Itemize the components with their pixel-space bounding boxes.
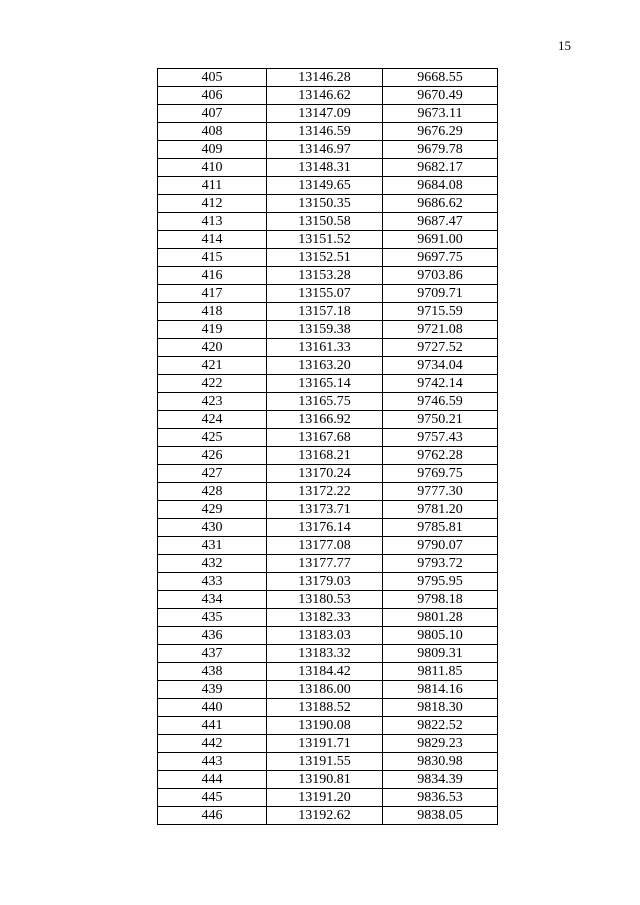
index-cell: 434 — [158, 591, 267, 609]
y-value-cell: 9670.49 — [383, 87, 498, 105]
table-row — [158, 771, 498, 789]
x-value-cell: 13150.58 — [267, 213, 383, 231]
y-value-cell: 9697.75 — [383, 249, 498, 267]
table-row — [158, 591, 498, 609]
table-row — [158, 339, 498, 357]
index-cell: 439 — [158, 681, 267, 699]
index-cell: 421 — [158, 357, 267, 375]
index-cell: 433 — [158, 573, 267, 591]
x-value-cell: 13190.81 — [267, 771, 383, 789]
y-value-cell: 9715.59 — [383, 303, 498, 321]
y-value-cell: 9790.07 — [383, 537, 498, 555]
index-cell: 411 — [158, 177, 267, 195]
index-cell: 440 — [158, 699, 267, 717]
table-row — [158, 87, 498, 105]
y-value-cell: 9746.59 — [383, 393, 498, 411]
table-row — [158, 789, 498, 807]
x-value-cell: 13146.59 — [267, 123, 383, 141]
x-value-cell: 13157.18 — [267, 303, 383, 321]
index-cell: 406 — [158, 87, 267, 105]
x-value-cell: 13188.52 — [267, 699, 383, 717]
index-cell: 436 — [158, 627, 267, 645]
table-row — [158, 753, 498, 771]
y-value-cell: 9734.04 — [383, 357, 498, 375]
x-value-cell: 13191.55 — [267, 753, 383, 771]
y-value-cell: 9687.47 — [383, 213, 498, 231]
index-cell: 407 — [158, 105, 267, 123]
index-cell: 444 — [158, 771, 267, 789]
index-cell: 432 — [158, 555, 267, 573]
x-value-cell: 13183.32 — [267, 645, 383, 663]
table-row — [158, 411, 498, 429]
index-cell: 446 — [158, 807, 267, 825]
data-table — [157, 68, 498, 825]
y-value-cell: 9795.95 — [383, 573, 498, 591]
x-value-cell: 13168.21 — [267, 447, 383, 465]
x-value-cell: 13173.71 — [267, 501, 383, 519]
table-row — [158, 195, 498, 213]
table-row — [158, 573, 498, 591]
table-row — [158, 483, 498, 501]
x-value-cell: 13146.62 — [267, 87, 383, 105]
y-value-cell: 9777.30 — [383, 483, 498, 501]
x-value-cell: 13179.03 — [267, 573, 383, 591]
index-cell: 423 — [158, 393, 267, 411]
x-value-cell: 13191.71 — [267, 735, 383, 753]
table-row — [158, 681, 498, 699]
table-row — [158, 249, 498, 267]
index-cell: 413 — [158, 213, 267, 231]
table-row — [158, 231, 498, 249]
index-cell: 445 — [158, 789, 267, 807]
y-value-cell: 9814.16 — [383, 681, 498, 699]
y-value-cell: 9793.72 — [383, 555, 498, 573]
y-value-cell: 9709.71 — [383, 285, 498, 303]
x-value-cell: 13172.22 — [267, 483, 383, 501]
y-value-cell: 9830.98 — [383, 753, 498, 771]
y-value-cell: 9727.52 — [383, 339, 498, 357]
index-cell: 428 — [158, 483, 267, 501]
y-value-cell: 9762.28 — [383, 447, 498, 465]
x-value-cell: 13184.42 — [267, 663, 383, 681]
x-value-cell: 13159.38 — [267, 321, 383, 339]
table-row — [158, 447, 498, 465]
index-cell: 424 — [158, 411, 267, 429]
x-value-cell: 13190.08 — [267, 717, 383, 735]
index-cell: 416 — [158, 267, 267, 285]
x-value-cell: 13148.31 — [267, 159, 383, 177]
x-value-cell: 13180.53 — [267, 591, 383, 609]
table-row — [158, 393, 498, 411]
x-value-cell: 13146.28 — [267, 69, 383, 87]
x-value-cell: 13152.51 — [267, 249, 383, 267]
y-value-cell: 9673.11 — [383, 105, 498, 123]
y-value-cell: 9809.31 — [383, 645, 498, 663]
page-number: 15 — [558, 38, 571, 53]
y-value-cell: 9829.23 — [383, 735, 498, 753]
y-value-cell: 9801.28 — [383, 609, 498, 627]
table-row — [158, 699, 498, 717]
table-row — [158, 645, 498, 663]
y-value-cell: 9684.08 — [383, 177, 498, 195]
y-value-cell: 9836.53 — [383, 789, 498, 807]
y-value-cell: 9757.43 — [383, 429, 498, 447]
index-cell: 405 — [158, 69, 267, 87]
index-cell: 427 — [158, 465, 267, 483]
y-value-cell: 9682.17 — [383, 159, 498, 177]
x-value-cell: 13166.92 — [267, 411, 383, 429]
index-cell: 420 — [158, 339, 267, 357]
table-row — [158, 105, 498, 123]
x-value-cell: 13146.97 — [267, 141, 383, 159]
x-value-cell: 13177.08 — [267, 537, 383, 555]
y-value-cell: 9834.39 — [383, 771, 498, 789]
x-value-cell: 13186.00 — [267, 681, 383, 699]
table-row — [158, 609, 498, 627]
table-row — [158, 429, 498, 447]
table-row — [158, 357, 498, 375]
y-value-cell: 9703.86 — [383, 267, 498, 285]
table-row — [158, 519, 498, 537]
x-value-cell: 13167.68 — [267, 429, 383, 447]
y-value-cell: 9668.55 — [383, 69, 498, 87]
table-row — [158, 69, 498, 87]
index-cell: 425 — [158, 429, 267, 447]
index-cell: 430 — [158, 519, 267, 537]
table-row — [158, 141, 498, 159]
index-cell: 431 — [158, 537, 267, 555]
y-value-cell: 9721.08 — [383, 321, 498, 339]
index-cell: 435 — [158, 609, 267, 627]
table-row — [158, 321, 498, 339]
index-cell: 412 — [158, 195, 267, 213]
index-cell: 414 — [158, 231, 267, 249]
table-row — [158, 465, 498, 483]
x-value-cell: 13161.33 — [267, 339, 383, 357]
index-cell: 442 — [158, 735, 267, 753]
index-cell: 417 — [158, 285, 267, 303]
table-body — [158, 69, 498, 825]
table-row — [158, 717, 498, 735]
y-value-cell: 9781.20 — [383, 501, 498, 519]
index-cell: 408 — [158, 123, 267, 141]
y-value-cell: 9676.29 — [383, 123, 498, 141]
index-cell: 443 — [158, 753, 267, 771]
x-value-cell: 13191.20 — [267, 789, 383, 807]
index-cell: 438 — [158, 663, 267, 681]
y-value-cell: 9805.10 — [383, 627, 498, 645]
table-row — [158, 537, 498, 555]
index-cell: 422 — [158, 375, 267, 393]
table-row — [158, 285, 498, 303]
table-row — [158, 123, 498, 141]
x-value-cell: 13163.20 — [267, 357, 383, 375]
y-value-cell: 9785.81 — [383, 519, 498, 537]
x-value-cell: 13151.52 — [267, 231, 383, 249]
index-cell: 419 — [158, 321, 267, 339]
y-value-cell: 9818.30 — [383, 699, 498, 717]
table-row — [158, 375, 498, 393]
x-value-cell: 13177.77 — [267, 555, 383, 573]
x-value-cell: 13170.24 — [267, 465, 383, 483]
y-value-cell: 9750.21 — [383, 411, 498, 429]
x-value-cell: 13147.09 — [267, 105, 383, 123]
index-cell: 441 — [158, 717, 267, 735]
y-value-cell: 9769.75 — [383, 465, 498, 483]
y-value-cell: 9691.00 — [383, 231, 498, 249]
x-value-cell: 13153.28 — [267, 267, 383, 285]
y-value-cell: 9686.62 — [383, 195, 498, 213]
x-value-cell: 13150.35 — [267, 195, 383, 213]
y-value-cell: 9679.78 — [383, 141, 498, 159]
table-row — [158, 213, 498, 231]
x-value-cell: 13149.65 — [267, 177, 383, 195]
index-cell: 429 — [158, 501, 267, 519]
index-cell: 437 — [158, 645, 267, 663]
index-cell: 409 — [158, 141, 267, 159]
index-cell: 410 — [158, 159, 267, 177]
x-value-cell: 13176.14 — [267, 519, 383, 537]
table-row — [158, 663, 498, 681]
index-cell: 415 — [158, 249, 267, 267]
table-row — [158, 267, 498, 285]
y-value-cell: 9838.05 — [383, 807, 498, 825]
x-value-cell: 13183.03 — [267, 627, 383, 645]
table-row — [158, 501, 498, 519]
x-value-cell: 13182.33 — [267, 609, 383, 627]
table-row — [158, 159, 498, 177]
y-value-cell: 9822.52 — [383, 717, 498, 735]
y-value-cell: 9742.14 — [383, 375, 498, 393]
y-value-cell: 9811.85 — [383, 663, 498, 681]
table-row — [158, 555, 498, 573]
x-value-cell: 13192.62 — [267, 807, 383, 825]
y-value-cell: 9798.18 — [383, 591, 498, 609]
table-row — [158, 735, 498, 753]
x-value-cell: 13155.07 — [267, 285, 383, 303]
table-row — [158, 627, 498, 645]
index-cell: 426 — [158, 447, 267, 465]
x-value-cell: 13165.75 — [267, 393, 383, 411]
table-row — [158, 303, 498, 321]
table-row — [158, 807, 498, 825]
table-row — [158, 177, 498, 195]
index-cell: 418 — [158, 303, 267, 321]
x-value-cell: 13165.14 — [267, 375, 383, 393]
